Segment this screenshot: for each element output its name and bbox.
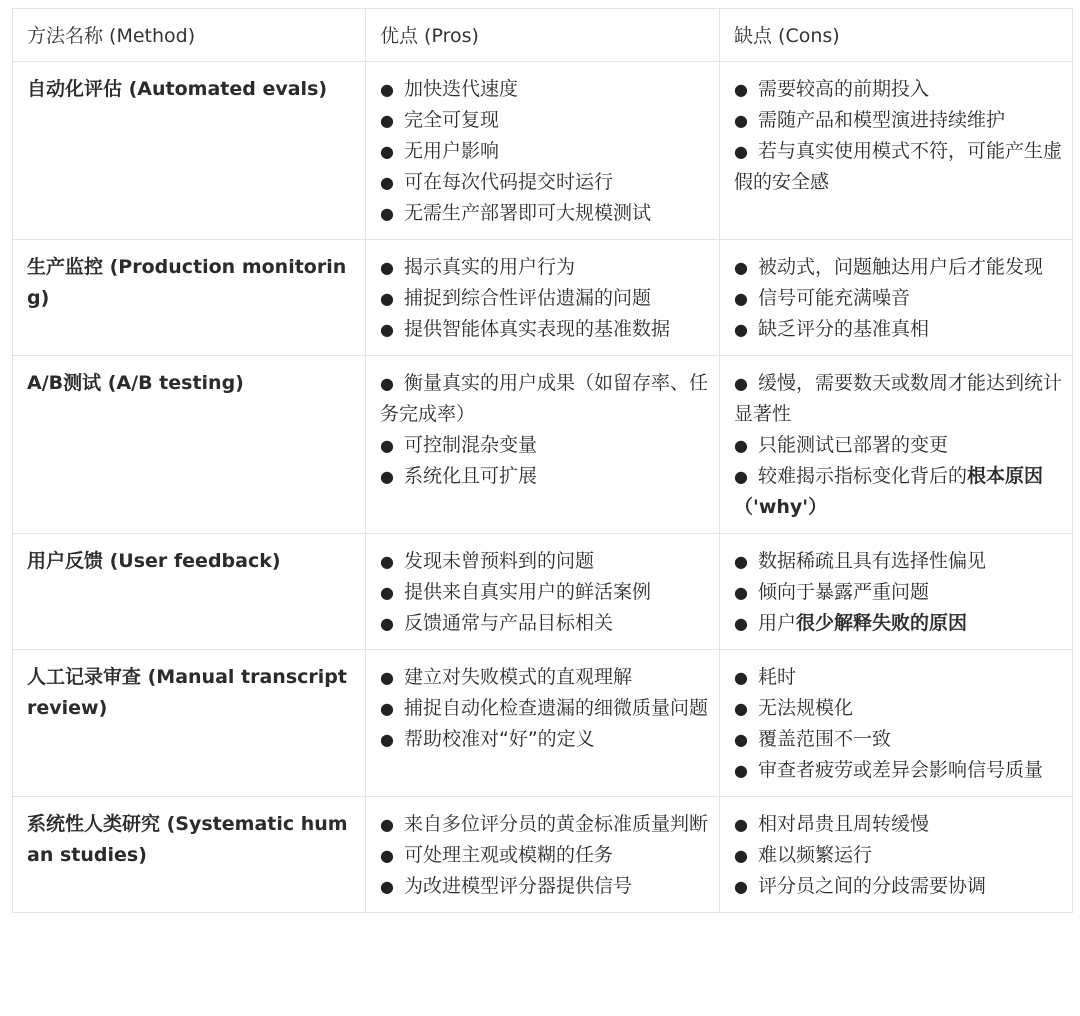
cons-text: 信号可能充满噪音 (758, 287, 911, 309)
pros-item (380, 871, 711, 902)
bullet-icon: ● (380, 320, 394, 339)
cons-item (734, 546, 1064, 577)
pros-text: 帮助校准对“好”的定义 (404, 728, 595, 750)
cons-text: 被动式，问题触达用户后才能发现 (758, 256, 1044, 278)
bullet-icon: ● (734, 699, 748, 718)
cons-item (734, 368, 1064, 430)
pros-text: 可处理主观或模糊的任务 (404, 844, 614, 866)
cons-item (734, 755, 1064, 786)
cons-item (734, 724, 1064, 755)
cons-cell (720, 650, 1073, 797)
cons-text: 缓慢，需要数天或数周才能达到统计显著性 (734, 372, 1063, 425)
cons-item (734, 314, 1064, 345)
pros-cell (366, 356, 720, 534)
pros-item (380, 167, 711, 198)
pros-item (380, 74, 711, 105)
bullet-icon: ● (380, 111, 394, 130)
method-cell (13, 797, 366, 913)
bullet-icon: ● (734, 583, 748, 602)
bullet-icon: ● (380, 80, 394, 99)
bullet-icon: ● (380, 668, 394, 687)
method-cell (13, 356, 366, 534)
pros-text: 揭示真实的用户行为 (404, 256, 576, 278)
pros-cell (366, 797, 720, 913)
cons-item (734, 136, 1064, 198)
pros-text: 可在每次代码提交时运行 (404, 171, 614, 193)
pros-text: 来自多位评分员的黄金标准质量判断 (404, 813, 709, 835)
cons-item (734, 74, 1064, 105)
cons-emphasis: 根本原因（'why'） (734, 465, 1044, 518)
bullet-icon: ● (380, 699, 394, 718)
bullet-icon: ● (380, 436, 394, 455)
pros-item (380, 252, 711, 283)
cons-text: 审查者疲劳或差异会影响信号质量 (758, 759, 1044, 781)
bullet-icon: ● (380, 289, 394, 308)
table-row (13, 650, 1073, 797)
pros-cell (366, 534, 720, 650)
method-cell (13, 62, 366, 240)
pros-cell (366, 62, 720, 240)
cons-text: 缺乏评分的基准真相 (758, 318, 930, 340)
pros-cell (366, 240, 720, 356)
cons-text: 数据稀疏且具有选择性偏见 (758, 550, 987, 572)
cons-item (734, 461, 1064, 523)
header-method: 方法名称 (Method) (13, 9, 366, 62)
pros-text: 捕捉自动化检查遗漏的细微质量问题 (404, 697, 709, 719)
bullet-icon: ● (380, 467, 394, 486)
method-cell (13, 534, 366, 650)
cons-text: 需要较高的前期投入 (758, 78, 930, 100)
bullet-icon: ● (734, 258, 748, 277)
pros-text: 提供来自真实用户的鲜活案例 (404, 581, 652, 603)
cons-text: 耗时 (758, 666, 797, 688)
methods-comparison-table (12, 8, 1073, 913)
cons-item (734, 662, 1064, 693)
method-cell (13, 240, 366, 356)
cons-item (734, 809, 1064, 840)
bullet-icon: ● (734, 552, 748, 571)
method-name: A/B测试 (A/B testing) (27, 372, 244, 394)
bullet-icon: ● (734, 111, 748, 130)
bullet-icon: ● (734, 730, 748, 749)
method-name: 用户反馈 (User feedback) (27, 550, 281, 572)
cons-cell (720, 356, 1073, 534)
pros-item (380, 198, 711, 229)
pros-item (380, 461, 711, 492)
table-row (13, 534, 1073, 650)
pros-text: 系统化且可扩展 (404, 465, 538, 487)
table-row (13, 240, 1073, 356)
pros-item (380, 577, 711, 608)
pros-text: 加快迭代速度 (404, 78, 519, 100)
bullet-icon: ● (734, 846, 748, 865)
bullet-icon: ● (734, 80, 748, 99)
cons-text: 无法规模化 (758, 697, 854, 719)
cons-item (734, 840, 1064, 871)
bullet-icon: ● (734, 761, 748, 780)
cons-text: 难以频繁运行 (758, 844, 873, 866)
cons-cell (720, 240, 1073, 356)
table-header-row (13, 9, 1073, 62)
bullet-icon: ● (734, 320, 748, 339)
pros-item (380, 283, 711, 314)
bullet-icon: ● (734, 374, 748, 393)
method-name: 自动化评估 (Automated evals) (27, 78, 328, 100)
bullet-icon: ● (734, 614, 748, 633)
pros-item (380, 546, 711, 577)
bullet-icon: ● (380, 142, 394, 161)
pros-text: 提供智能体真实表现的基准数据 (404, 318, 671, 340)
pros-text: 为改进模型评分器提供信号 (404, 875, 633, 897)
header-pros: 优点 (Pros) (366, 9, 720, 62)
bullet-icon: ● (734, 815, 748, 834)
pros-item (380, 368, 711, 430)
bullet-icon: ● (380, 583, 394, 602)
cons-text: 倾向于暴露严重问题 (758, 581, 930, 603)
cons-text: 用户 (758, 612, 797, 634)
method-name: 生产监控 (Production monitoring) (27, 256, 347, 309)
table-row (13, 62, 1073, 240)
pros-item (380, 840, 711, 871)
pros-text: 衡量真实的用户成果（如留存率、任务完成率） (380, 372, 709, 425)
cons-cell (720, 797, 1073, 913)
pros-text: 建立对失败模式的直观理解 (404, 666, 633, 688)
pros-text: 可控制混杂变量 (404, 434, 538, 456)
pros-item (380, 430, 711, 461)
header-cons: 缺点 (Cons) (720, 9, 1073, 62)
bullet-icon: ● (380, 552, 394, 571)
cons-text: 需随产品和模型演进持续维护 (758, 109, 1006, 131)
cons-item (734, 871, 1064, 902)
pros-item (380, 136, 711, 167)
bullet-icon: ● (734, 467, 748, 486)
cons-item (734, 252, 1064, 283)
bullet-icon: ● (734, 142, 748, 161)
pros-item (380, 809, 711, 840)
pros-item (380, 105, 711, 136)
cons-cell (720, 534, 1073, 650)
pros-text: 无用户影响 (404, 140, 500, 162)
pros-text: 捕捉到综合性评估遗漏的问题 (404, 287, 652, 309)
comparison-page (12, 8, 1072, 913)
pros-cell (366, 650, 720, 797)
pros-text: 无需生产部署即可大规模测试 (404, 202, 652, 224)
cons-text: 相对昂贵且周转缓慢 (758, 813, 930, 835)
cons-cell (720, 62, 1073, 240)
table-body (13, 62, 1073, 913)
pros-item (380, 662, 711, 693)
bullet-icon: ● (380, 374, 394, 393)
bullet-icon: ● (380, 614, 394, 633)
cons-text: 评分员之间的分歧需要协调 (758, 875, 987, 897)
bullet-icon: ● (380, 204, 394, 223)
pros-text: 发现未曾预料到的问题 (404, 550, 595, 572)
cons-item (734, 577, 1064, 608)
method-cell (13, 650, 366, 797)
method-name: 系统性人类研究 (Systematic human studies) (27, 813, 348, 866)
table-row (13, 797, 1073, 913)
method-name: 人工记录审查 (Manual transcript review) (27, 666, 347, 719)
bullet-icon: ● (734, 289, 748, 308)
table-row (13, 356, 1073, 534)
pros-item (380, 724, 711, 755)
bullet-icon: ● (380, 258, 394, 277)
bullet-icon: ● (380, 815, 394, 834)
bullet-icon: ● (380, 877, 394, 896)
pros-text: 完全可复现 (404, 109, 500, 131)
cons-item (734, 693, 1064, 724)
bullet-icon: ● (380, 846, 394, 865)
bullet-icon: ● (380, 730, 394, 749)
cons-item (734, 608, 1064, 639)
bullet-icon: ● (380, 173, 394, 192)
bullet-icon: ● (734, 668, 748, 687)
cons-text: 若与真实使用模式不符，可能产生虚假的安全感 (734, 140, 1063, 193)
bullet-icon: ● (734, 436, 748, 455)
cons-item (734, 283, 1064, 314)
cons-text: 只能测试已部署的变更 (758, 434, 949, 456)
bullet-icon: ● (734, 877, 748, 896)
pros-item (380, 608, 711, 639)
cons-text: 覆盖范围不一致 (758, 728, 892, 750)
cons-text: 较难揭示指标变化背后的 (758, 465, 968, 487)
pros-item (380, 693, 711, 724)
pros-item (380, 314, 711, 345)
cons-item (734, 430, 1064, 461)
cons-item (734, 105, 1064, 136)
pros-text: 反馈通常与产品目标相关 (404, 612, 614, 634)
cons-emphasis: 很少解释失败的原因 (796, 612, 968, 634)
